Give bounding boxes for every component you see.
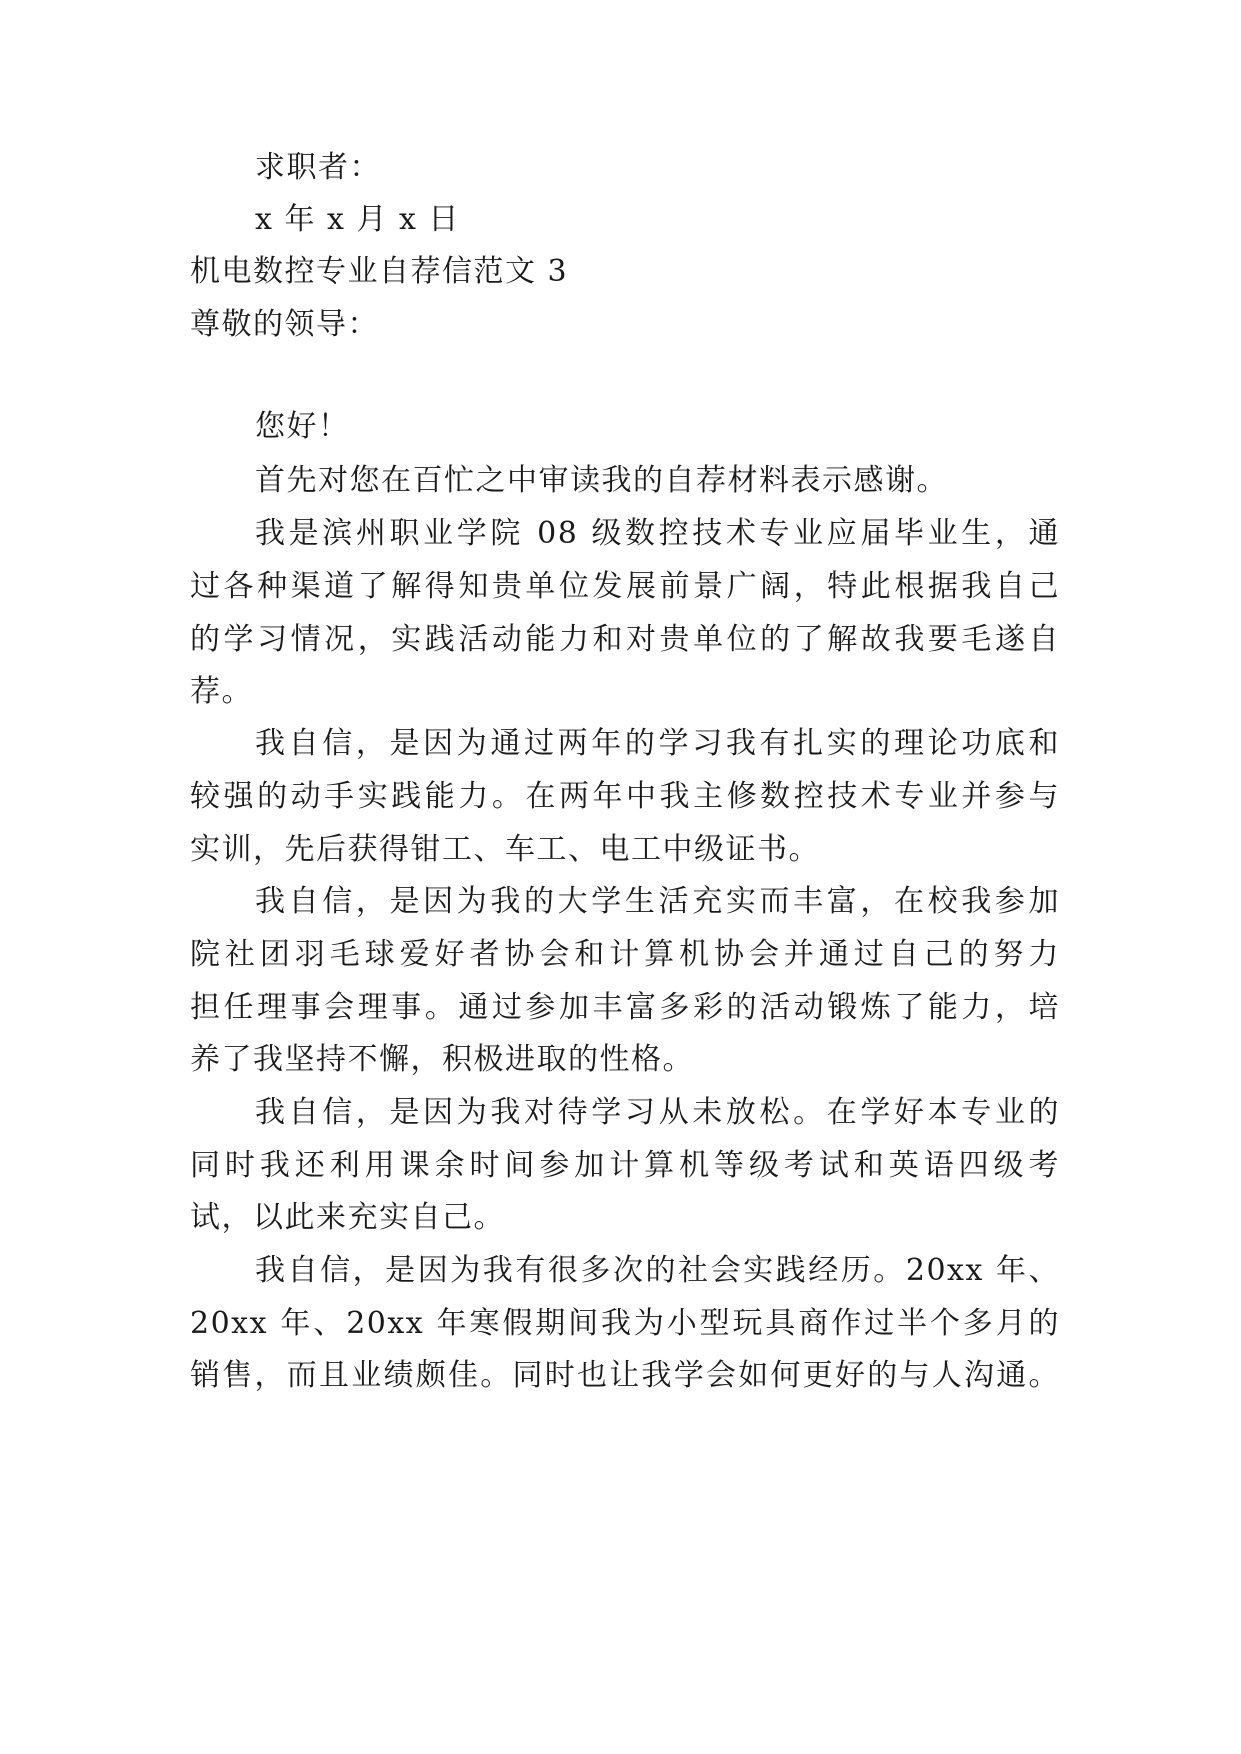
paragraph-2-line-1: 我是滨州职业学院 08 级数控技术专业应届毕业生，通 — [255, 516, 1060, 551]
paragraph-6-line-3: 销售，而且业绩颇佳。同时也让我学会如何更好的与人沟通。 — [190, 1358, 1060, 1393]
paragraph-3-line-3: 实训，先后获得钳工、车工、电工中级证书。 — [190, 832, 820, 867]
paragraph-2-line-2: 过各种渠道了解得知贵单位发展前景广阔，特此根据我自己 — [190, 569, 1060, 604]
letter-date: x 年 x 月 x 日 — [255, 202, 460, 237]
paragraph-6-line-2: 20xx 年、20xx 年寒假期间我为小型玩具商作过半个多月的 — [190, 1306, 1060, 1341]
paragraph-3-line-2: 较强的动手实践能力。在两年中我主修数控技术专业并参与 — [190, 779, 1060, 814]
paragraph-5-line-3: 试，以此来充实自己。 — [190, 1200, 505, 1235]
paragraph-5-line-1: 我自信，是因为我对待学习从未放松。在学好本专业的 — [255, 1095, 1060, 1130]
letter-title: 机电数控专业自荐信范文 3 — [190, 254, 569, 289]
applicant-label: 求职者： — [255, 150, 381, 185]
paragraph-4-line-4: 养了我坚持不懈，积极进取的性格。 — [190, 1042, 694, 1077]
paragraph-2-line-3: 的学习情况，实践活动能力和对贵单位的了解故我要毛遂自 — [190, 622, 1060, 657]
paragraph-4-line-3: 担任理事会理事。通过参加丰富多彩的活动锻炼了能力，培 — [190, 990, 1060, 1025]
paragraph-2-line-4: 荐。 — [190, 674, 253, 709]
paragraph-3-line-1: 我自信，是因为通过两年的学习我有扎实的理论功底和 — [255, 726, 1060, 761]
paragraph-1-line-1: 首先对您在百忙之中审读我的自荐材料表示感谢。 — [255, 463, 948, 498]
paragraph-4-line-2: 院社团羽毛球爱好者协会和计算机协会并通过自己的努力 — [190, 937, 1060, 972]
paragraph-5-line-2: 同时我还利用课余时间参加计算机等级考试和英语四级考 — [190, 1148, 1060, 1183]
paragraph-4-line-1: 我自信，是因为我的大学生活充实而丰富，在校我参加 — [255, 884, 1060, 919]
greeting: 您好！ — [255, 409, 350, 444]
salutation: 尊敬的领导： — [190, 307, 379, 342]
paragraph-6-line-1: 我自信，是因为我有很多次的社会实践经历。20xx 年、 — [255, 1253, 1060, 1288]
